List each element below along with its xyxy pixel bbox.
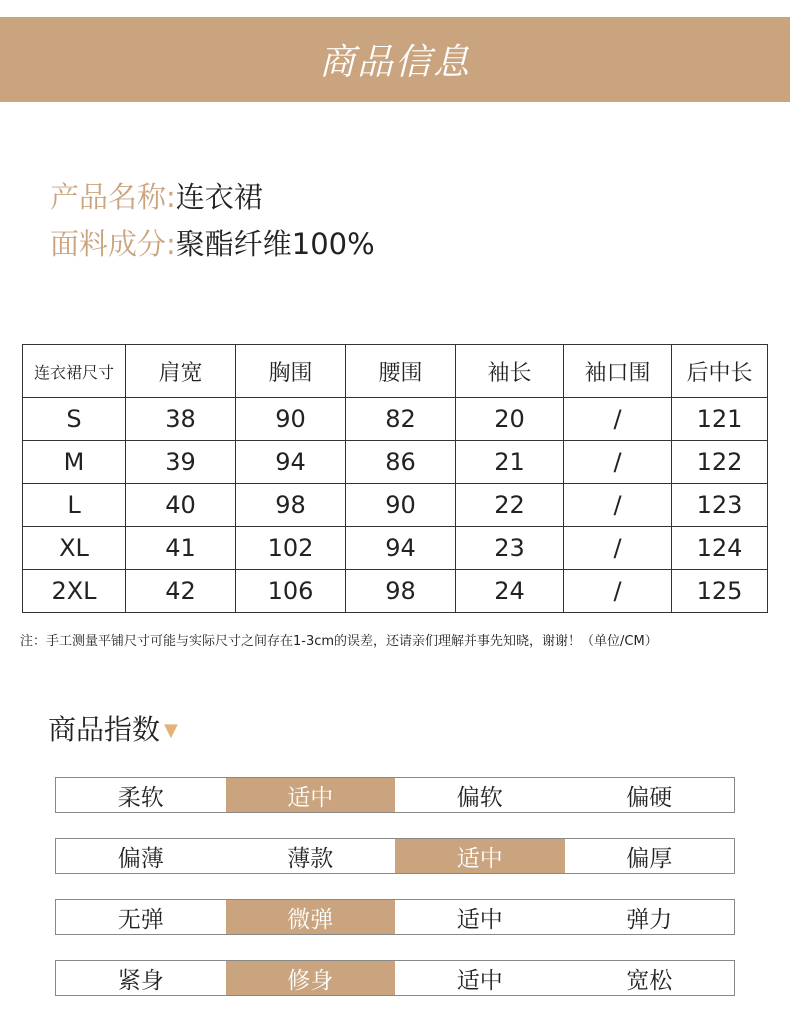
fit-index-row: [55, 960, 735, 996]
index-option: 适中: [456, 967, 503, 994]
length-header-cell: 后中长: [672, 345, 768, 398]
table-row: [23, 527, 768, 570]
table-cell: 124: [672, 527, 768, 570]
index-option: 弹力: [626, 906, 673, 933]
index-option: 薄款: [287, 845, 334, 872]
index-title-text: 商品指数: [48, 713, 161, 746]
index-option: 适中: [456, 906, 503, 933]
material-value: 聚酯纤维100%: [175, 227, 375, 261]
table-cell: /: [564, 398, 672, 441]
table-cell: 94: [346, 527, 456, 570]
size-table-header-row: [23, 345, 768, 398]
table-cell: 125: [672, 570, 768, 613]
table-row: [23, 398, 768, 441]
table-cell: 123: [672, 484, 768, 527]
elasticity-index-row: [55, 899, 735, 935]
table-cell: M: [23, 441, 126, 484]
table-cell: 24: [456, 570, 564, 613]
table-cell: 90: [346, 484, 456, 527]
index-option-selected: 微弹: [226, 900, 396, 934]
product-name-line: [50, 175, 263, 216]
table-row: [23, 484, 768, 527]
table-cell: 102: [236, 527, 346, 570]
index-option-selected: 适中: [395, 839, 565, 873]
table-cell: 98: [236, 484, 346, 527]
material-label: 面料成分:: [50, 227, 176, 261]
table-cell: 42: [126, 570, 236, 613]
table-cell: 106: [236, 570, 346, 613]
table-cell: 94: [236, 441, 346, 484]
table-row: [23, 441, 768, 484]
index-option: 偏薄: [117, 845, 164, 872]
table-cell: XL: [23, 527, 126, 570]
table-cell: 90: [236, 398, 346, 441]
table-cell: 98: [346, 570, 456, 613]
table-cell: 20: [456, 398, 564, 441]
table-cell: 2XL: [23, 570, 126, 613]
size-header-cell: 连衣裙尺寸: [23, 345, 126, 398]
waist-header-cell: 腰围: [346, 345, 456, 398]
index-option: 偏厚: [626, 845, 673, 872]
table-cell: 121: [672, 398, 768, 441]
table-cell: /: [564, 570, 672, 613]
table-cell: 23: [456, 527, 564, 570]
table-cell: L: [23, 484, 126, 527]
index-option: 偏硬: [626, 784, 673, 811]
shoulder-header-cell: 肩宽: [126, 345, 236, 398]
header-banner: [0, 17, 790, 102]
table-cell: 22: [456, 484, 564, 527]
index-option: 紧身: [117, 967, 164, 994]
table-cell: 86: [346, 441, 456, 484]
index-section-title: [48, 708, 178, 748]
bust-header-cell: 胸围: [236, 345, 346, 398]
softness-index-row: [55, 777, 735, 813]
material-line: [50, 222, 375, 263]
table-cell: 82: [346, 398, 456, 441]
index-option: 无弹: [117, 906, 164, 933]
table-cell: /: [564, 527, 672, 570]
table-cell: 38: [126, 398, 236, 441]
product-name-label: 产品名称:: [50, 180, 176, 214]
index-option-selected: 适中: [226, 778, 396, 812]
size-table: [22, 344, 768, 613]
table-cell: /: [564, 484, 672, 527]
index-option: 宽松: [626, 967, 673, 994]
index-option: 柔软: [117, 784, 164, 811]
table-cell: 41: [126, 527, 236, 570]
product-name-value: 连衣裙: [175, 180, 263, 214]
cuff-header-cell: 袖口围: [564, 345, 672, 398]
thickness-index-row: [55, 838, 735, 874]
triangle-down-icon: ▼: [164, 720, 178, 741]
sleeve-header-cell: 袖长: [456, 345, 564, 398]
table-cell: S: [23, 398, 126, 441]
table-row: [23, 570, 768, 613]
banner-title: 商品信息: [318, 42, 471, 83]
table-cell: 39: [126, 441, 236, 484]
table-cell: /: [564, 441, 672, 484]
table-cell: 40: [126, 484, 236, 527]
table-cell: 122: [672, 441, 768, 484]
measurement-note: 注：手工测量平铺尺寸可能与实际尺寸之间存在1-3cm的误差，还请亲们理解并事先知晓，谢谢！（单位/CM）: [20, 634, 658, 649]
index-option-selected: 修身: [226, 961, 396, 995]
table-cell: 21: [456, 441, 564, 484]
index-option: 偏软: [456, 784, 503, 811]
